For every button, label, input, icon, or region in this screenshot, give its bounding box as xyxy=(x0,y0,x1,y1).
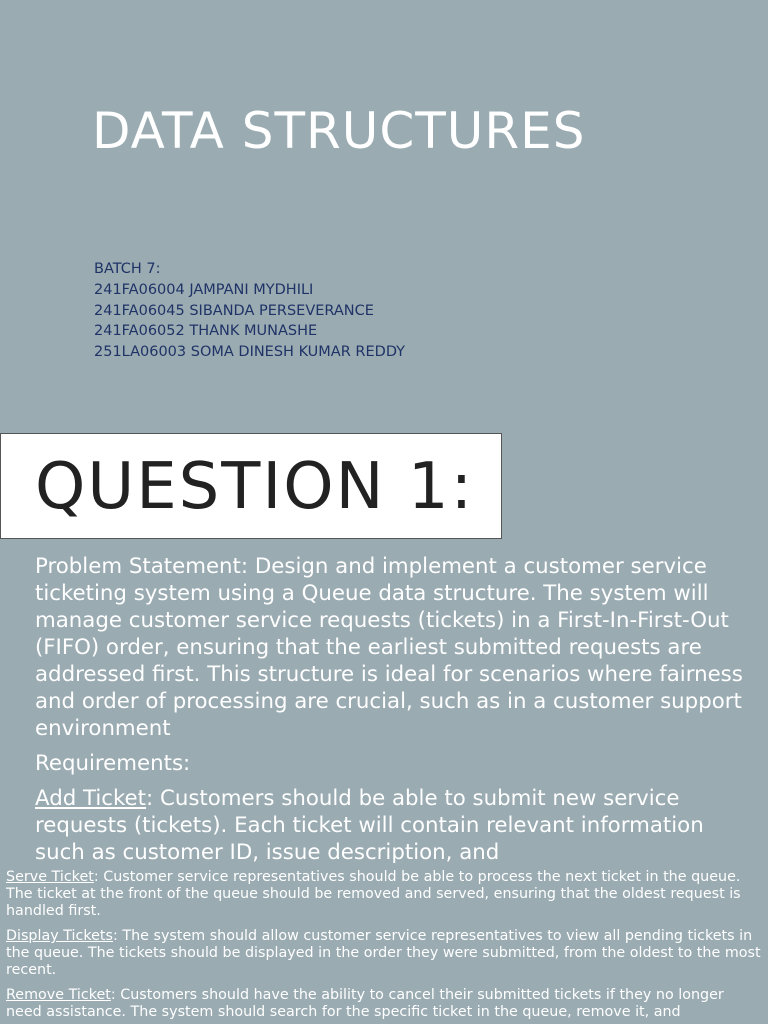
batch-member: 241FA06052 THANK MUNASHE xyxy=(94,323,318,340)
requirement-term: Add Ticket xyxy=(35,786,147,811)
question-heading-box xyxy=(0,433,502,539)
requirement-remove-ticket xyxy=(6,987,762,1021)
batch-member: 241FA06045 SIBANDA PERSEVERANCE xyxy=(94,302,374,319)
page-title: DATA STRUCTURES xyxy=(92,102,586,160)
requirement-term: Serve Ticket xyxy=(6,869,94,885)
question-heading: QUESTION 1: xyxy=(35,450,475,524)
problem-statement: Problem Statement: Design and implement a customer service ticketing system using a Queue data structure. The system will manage customer service requests (tickets) in a First-In-First-Out (FIFO) order, ensuring that the earliest submitted requests are addressed first. This structure is ideal for scenarios where fairness and order of processing are crucial, such as in a customer support environment xyxy=(35,554,743,741)
requirement-text: : Customers should be able to submit new service requests (tickets). Each ticket will contain relevant information such as customer ID, issue description, and xyxy=(35,786,704,863)
requirement-term: Remove Ticket xyxy=(6,987,111,1003)
batch-member: 241FA06004 JAMPANI MYDHILI xyxy=(94,281,314,298)
requirement-text: : Customers should have the ability to cancel their submitted tickets if they no longer need assistance. The system should search for the specific ticket in the queue, remove it, and xyxy=(6,987,724,1020)
requirement-term: Display Tickets xyxy=(6,928,113,944)
requirement-display-tickets xyxy=(6,928,762,979)
requirement-serve-ticket xyxy=(6,869,762,920)
batch-label: BATCH 7: xyxy=(94,261,161,277)
requirement-add-ticket xyxy=(35,785,755,863)
requirement-text: : The system should allow customer service representatives to view all pending tickets in the queue. The tickets should be displayed in the order they were submitted, from the oldest to the most recent. xyxy=(6,928,761,978)
requirement-text: : Customer service representatives should be able to process the next ticket in the queue. The ticket at the front of the queue should be removed and served, ensuring that the oldest request is handled first. xyxy=(6,869,741,919)
requirements-heading: Requirements: xyxy=(35,751,191,776)
requirements-details xyxy=(6,869,762,1024)
batch-member: 251LA06003 SOMA DINESH KUMAR REDDY xyxy=(94,344,406,361)
problem-section xyxy=(35,553,755,863)
batch-members xyxy=(94,259,405,363)
